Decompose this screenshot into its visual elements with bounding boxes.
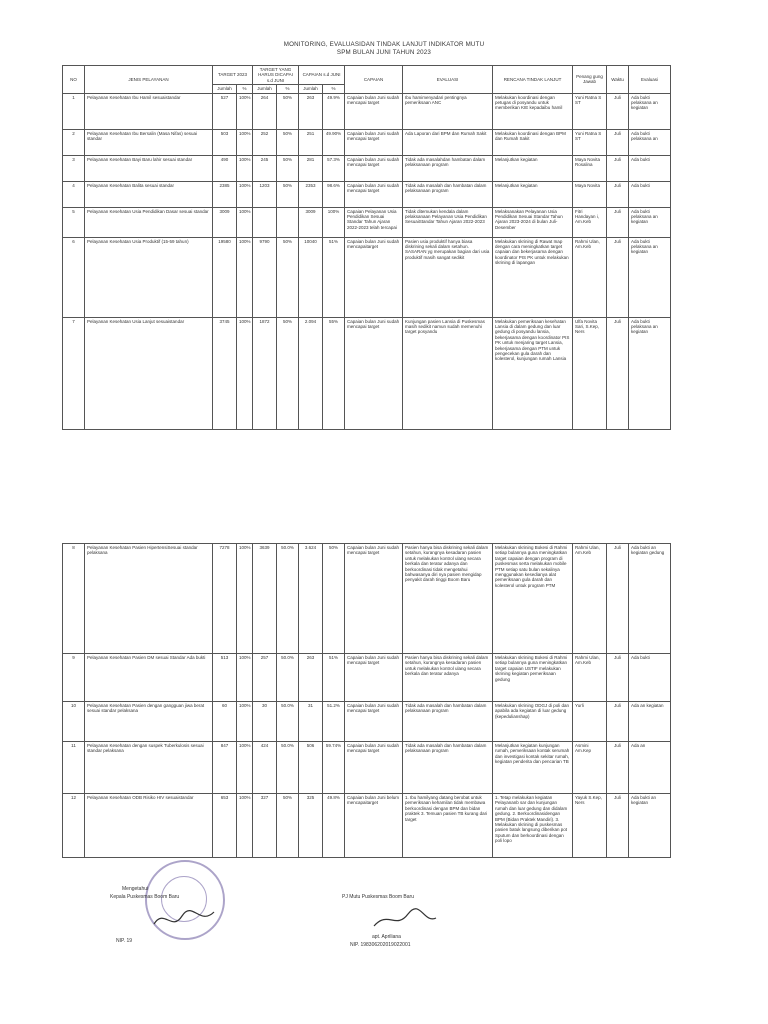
cell-eval2: Ada bukti an kegiatan gedung — [629, 544, 671, 654]
header-row — [63, 66, 671, 85]
col-pj: Penang gung Jawab — [573, 66, 607, 94]
cell-target: 490 — [213, 155, 237, 181]
cell-tpct: 100% — [237, 544, 253, 654]
table-row — [63, 317, 671, 429]
cell-pj: Maya Novita — [573, 181, 607, 207]
cell-capaian: Capaian bulan Juni sudah mencapai target — [345, 93, 403, 129]
cell-target: 60 — [213, 702, 237, 742]
sign-left-title: Mengetahui — [122, 886, 149, 892]
cell-waktu: Juli — [607, 155, 629, 181]
sign-left-nip: NIP. 19 — [116, 938, 133, 944]
table-row — [63, 129, 671, 155]
cell-no: 5 — [63, 207, 85, 237]
cell-eval2: Ada bukti an kegiatan — [629, 794, 671, 858]
cell-target: 527 — [213, 93, 237, 129]
cell-cp: 50% — [323, 544, 345, 654]
sub-pct: % — [323, 85, 345, 93]
cell-jenis: Pelayanan Kesehatan Usia Produktif (15-59 tahun) — [85, 237, 213, 317]
cell-no: 6 — [63, 237, 85, 317]
cell-evaluasi: Tidak ada masalah dan hambatan dalam pelaksanaan program — [403, 702, 493, 742]
cell-jenis: Pelayanan Kesehatan Balita sesuai standar — [85, 181, 213, 207]
cell-capaian: Capaian bulan Juni sudah mencapai target — [345, 317, 403, 429]
table-row — [63, 654, 671, 702]
col-evaluasi2: Evaluasi — [629, 66, 671, 94]
sub-jumlah: Jumlah — [213, 85, 237, 93]
col-evaluasi: EVALUASI — [403, 66, 493, 94]
cell-tpct: 100% — [237, 794, 253, 858]
cell-waktu: Juli — [607, 93, 629, 129]
cell-evaluasi: 1. Ibu hamilyang datang berobat untuk pemeriksaan kehamilan tidak membawa berkoordinasi dengan BPM dan bidan praktek 3. Temuan pasien TB kurang dari target — [403, 794, 493, 858]
cell-cp: 51.2% — [323, 702, 345, 742]
table-row — [63, 544, 671, 654]
cell-no: 10 — [63, 702, 85, 742]
cell-hp: 50% — [277, 129, 299, 155]
cell-rencana: Melanjutkan kegiatan kunjungan rumah, pemeriksaan kontak serumah dan investigasi kontak sekitar rumah, kegiatan penderita dan pencarian TB — [493, 742, 573, 794]
cell-jenis: Pelayanan Kesehatan Pasien HipertensiSesuai standar pelaksana — [85, 544, 213, 654]
cell-waktu: Juli — [607, 544, 629, 654]
cell-tpct: 100% — [237, 702, 253, 742]
cell-hj: 9790 — [253, 237, 277, 317]
cell-cp: 57.3% — [323, 155, 345, 181]
cell-hp — [277, 207, 299, 237]
sign-right-name: apt. Apriliana — [372, 934, 401, 940]
cell-cp: 49.90% — [323, 129, 345, 155]
cell-no: 3 — [63, 155, 85, 181]
cell-pj: Yayuk S.Kep, Ners — [573, 794, 607, 858]
cell-cj: 31 — [299, 702, 323, 742]
cell-cj: 263 — [299, 654, 323, 702]
cell-capaian: Capaian bulan Juni sudah mencapai target — [345, 155, 403, 181]
cell-tpct: 100% — [237, 155, 253, 181]
cell-capaian: Capaian bulan Juni sudah mencapai target — [345, 181, 403, 207]
cell-target: 847 — [213, 742, 237, 794]
sign-right-nip: NIP. 198306202019022001 — [350, 942, 411, 948]
cell-hp: 50% — [277, 794, 299, 858]
cell-target: 19580 — [213, 237, 237, 317]
cell-rencana: Melakukan skrining ODGJ di poli dan apabila ada kegiatan di luar gedung (kepedulianshap) — [493, 702, 573, 742]
cell-hp: 50% — [277, 237, 299, 317]
cell-no: 1 — [63, 93, 85, 129]
col-waktu: Waktu — [607, 66, 629, 94]
cell-rencana: Melakukan skrining di Rawat Inap dengan cara meningkatkan target capaian dan bekerjasama dengan koordinator PIS PK untuk melakukan skrining di lapangan — [493, 237, 573, 317]
cell-jenis: Pelayanan Kesehatan Pasien DM sesuai Standar Ada bukti — [85, 654, 213, 702]
cell-hj — [253, 207, 277, 237]
cell-waktu: Juli — [607, 702, 629, 742]
cell-evaluasi: Tidak ditemukan kendala dalam pelaksanaan Pelayanan Usia Pendidikan SesuaiStandar Tahun Ajaran 2022-2023 — [403, 207, 493, 237]
cell-capaian: Capaian bulan Juni sudah mencapai target — [345, 544, 403, 654]
cell-no: 11 — [63, 742, 85, 794]
sub-pct: % — [277, 85, 299, 93]
cell-pj: Rahmi Ulan, Am.Keb — [573, 654, 607, 702]
spm-table-part1 — [62, 65, 671, 430]
col-capaian-sd: CAPAIAN s.d JUNI — [299, 66, 345, 85]
cell-hj: 257 — [253, 654, 277, 702]
cell-target: 7278 — [213, 544, 237, 654]
cell-hj: 252 — [253, 129, 277, 155]
table-row — [63, 702, 671, 742]
spm-table-part2 — [62, 543, 671, 858]
cell-hj: 1872 — [253, 317, 277, 429]
cell-tpct: 100% — [237, 654, 253, 702]
cell-pj: Rahmi Ulan, Am.Keb — [573, 544, 607, 654]
cell-rencana: Melanjutkan kegiatan — [493, 155, 573, 181]
cell-evaluasi: Ibu hamimenyadari pentingnya pemeriksaan ANC — [403, 93, 493, 129]
cell-eval2: Ada bukti — [629, 181, 671, 207]
cell-target: 513 — [213, 654, 237, 702]
cell-cj: 506 — [299, 742, 323, 794]
cell-capaian: Capaian bulan Juni belum mencapaitarget — [345, 794, 403, 858]
cell-hp: 50.0% — [277, 702, 299, 742]
cell-eval2: Ada bukti pelaksana an kegiatan — [629, 93, 671, 129]
sub-jumlah: Jumlah — [253, 85, 277, 93]
cell-no: 4 — [63, 181, 85, 207]
cell-rencana: Melakukan koordinasi dengan petugas di posyandu untuk memberikan KIE kepadaibu hamil — [493, 93, 573, 129]
cell-hp: 50% — [277, 317, 299, 429]
cell-no: 12 — [63, 794, 85, 858]
cell-target: 653 — [213, 794, 237, 858]
cell-no: 7 — [63, 317, 85, 429]
col-target-harus: TARGET YANG HARUS DICAPAI s.d JUNI — [253, 66, 299, 85]
cell-jenis: Pelayanan Kesehatan Usia Lanjut sesuaistandar — [85, 317, 213, 429]
table-row — [63, 181, 671, 207]
sub-jumlah: Jumlah — [299, 85, 323, 93]
cell-cp: 51% — [323, 654, 345, 702]
cell-pj: Yurli — [573, 702, 607, 742]
cell-evaluasi: Tidak ada masalah dan hambatan dalam pelaksanaan program — [403, 742, 493, 794]
cell-target: 3009 — [213, 207, 237, 237]
cell-cj: 263 — [299, 93, 323, 129]
cell-cj: 2353 — [299, 181, 323, 207]
cell-waktu: Juli — [607, 207, 629, 237]
cell-rencana: Melakukan skrining Bokesi di Rahmi setiap bulannya guna meningkatkan target capaian dengan program di puskesmas serta melakukan mobile PTM setiap satu bulan sekalinya menggunakan kesedianya alat pemeriksaan gula darah dan kolesterol untuk program PTM — [493, 544, 573, 654]
sign-left-role: Kepala Puskesmas Boom Baru — [110, 894, 180, 900]
cell-hj: 327 — [253, 794, 277, 858]
table-row — [63, 237, 671, 317]
cell-capaian: Capaian bulan Juni sudah mencapaitarget — [345, 237, 403, 317]
cell-tpct: 100% — [237, 129, 253, 155]
cell-hj: 424 — [253, 742, 277, 794]
cell-waktu: Juli — [607, 237, 629, 317]
cell-jenis: Pelayanan Kesehatan dengan suspek Tuberkulosis sesuai standar pelaksana — [85, 742, 213, 794]
cell-hp: 50.0% — [277, 742, 299, 794]
cell-capaian: Capaian bulan Juni sudah mencapai target — [345, 654, 403, 702]
cell-capaian: Capaian Pelayanan Usia Pendidikan Sesuai Standar Tahun Ajaran 2022-2023 telah tercapai — [345, 207, 403, 237]
cell-pj: Ulfa Novita Sari, S.Kep, Ners — [573, 317, 607, 429]
cell-cj: 251 — [299, 129, 323, 155]
cell-eval2: Ada bukti pelaksana an — [629, 129, 671, 155]
cell-eval2: Ada an — [629, 742, 671, 794]
cell-eval2: Ada an kegiatan — [629, 702, 671, 742]
cell-evaluasi: Pasien hanya bisa diskrining sekali dalam setahun, kurangnya kesadaran pasien untuk melakukan kontrol ulang secara berkala dan teratur adanya dan berkoordinasi tidak mengetahui bahwasanya diri nya pasien mengidap penyakit darah tinggi Boom Baru — [403, 544, 493, 654]
cell-cj: 3009 — [299, 207, 323, 237]
cell-tpct: 100% — [237, 742, 253, 794]
cell-target: 503 — [213, 129, 237, 155]
cell-tpct: 100% — [237, 237, 253, 317]
cell-cp: 98.6% — [323, 181, 345, 207]
cell-no: 2 — [63, 129, 85, 155]
page-subtitle: SPM BULAN JUNI TAHUN 2023 — [336, 49, 432, 56]
cell-rencana: Melakukan pemeriksaan kesehatan Lansia di dalam gedung dan luar gedung di posyandu lansia, bekerjasama dengan koordinator PIS PK untuk menjaring target Lansia, bekerjasama dengan PTM untuk pengecekan gula darah dan kolesterol, kunjungan rumah Lansia — [493, 317, 573, 429]
cell-cp: 55% — [323, 317, 345, 429]
cell-waktu: Juli — [607, 742, 629, 794]
cell-hp: 50% — [277, 155, 299, 181]
cell-hj: 30 — [253, 702, 277, 742]
cell-cp: 49.8% — [323, 794, 345, 858]
cell-jenis: Pelayanan Kesehatan Pasien dengan gangguan jiwa berat sesuai standar pelaksana — [85, 702, 213, 742]
cell-evaluasi: Tidak ada masalah dan hambatan dalam pelaksanaan program — [403, 181, 493, 207]
page-title: MONITORING, EVALUASIDAN TINDAK LANJUT INDIKATOR MUTU — [283, 41, 485, 48]
cell-tpct: 100% — [237, 93, 253, 129]
cell-rencana: Melakukan koordinasi dengan BPM dan Rumah Sakit — [493, 129, 573, 155]
sign-right-role: PJ Mutu Puskesmas Boom Baru — [342, 894, 414, 900]
cell-eval2: Ada bukti pelaksana an kegiatan — [629, 207, 671, 237]
cell-evaluasi: Pasien usia produktif hanya biasa diskrining sekali dalam setahun. SASARAN yg merupakan bagian dari usia produktif masih sangat sedikit — [403, 237, 493, 317]
cell-waktu: Juli — [607, 181, 629, 207]
cell-capaian: Capaian bulan Juni sudah mencapai target — [345, 129, 403, 155]
cell-jenis: Pelayanan Kesehatan Ibu Bersalin (Masa Nifas) sesuai standar — [85, 129, 213, 155]
sub-pct: % — [237, 85, 253, 93]
cell-hj: 245 — [253, 155, 277, 181]
cell-capaian: Capaian bulan Juni sudah mencapai target — [345, 742, 403, 794]
cell-capaian: Capaian bulan Juni sudah mencapai target — [345, 702, 403, 742]
cell-eval2: Ada bukti — [629, 654, 671, 702]
col-jenis: JENIS PELAYANAN — [85, 66, 213, 94]
cell-rencana: Melanjutkan kegiatan — [493, 181, 573, 207]
cell-target: 2385 — [213, 181, 237, 207]
cell-pj: Maya Novita Rosalina — [573, 155, 607, 181]
table-row — [63, 207, 671, 237]
cell-pj: Rahmi Ulan, Am.Keb — [573, 237, 607, 317]
cell-evaluasi: Tidak ada masalahdan hambatan dalam pelaksanaan program — [403, 155, 493, 181]
cell-tpct: 100% — [237, 317, 253, 429]
cell-tpct: 100% — [237, 207, 253, 237]
cell-waktu: Juli — [607, 654, 629, 702]
table-row — [63, 155, 671, 181]
cell-eval2: Ada bukti pelaksana an kegiatan — [629, 317, 671, 429]
cell-hp: 50% — [277, 181, 299, 207]
cell-hj: 1203 — [253, 181, 277, 207]
cell-jenis: Pelayanan Kesehatan Bayi Baru lahir sesuai standar — [85, 155, 213, 181]
cell-cj: 325 — [299, 794, 323, 858]
cell-pj: Yuni Ratna S ST — [573, 93, 607, 129]
cell-evaluasi: Ada Laporan dari BPM dan Rumah Sakit — [403, 129, 493, 155]
cell-cp: 100% — [323, 207, 345, 237]
cell-rencana: 1. Tetap melakukan kegiatan Pelayananb sar dan kunjungan rumah dan luar gedung dan didalam gedung. 2. Berkoordinasidengan BPM (Bidan Praktek Mandiri). 3. Melakukan skrining di puskesmas pasien batuk langsung diberikan pot Sputum dan berkoordinasi dengan poli lopo — [493, 794, 573, 858]
cell-hp: 50.0% — [277, 654, 299, 702]
cell-cj: 2.094 — [299, 317, 323, 429]
cell-rencana: Melaksanakan Pelayanan Usia Pendidikan Sesuai Standar Tahun Ajaran 2023-2024 di bulan Juli-Desember — [493, 207, 573, 237]
signature-right — [370, 904, 440, 934]
cell-cj: 10040 — [299, 237, 323, 317]
cell-tpct: 100% — [237, 181, 253, 207]
table-row — [63, 794, 671, 858]
cell-eval2: Ada bukti — [629, 155, 671, 181]
cell-jenis: Pelayanan Kesehatan Ibu Hamil sesuaistandar — [85, 93, 213, 129]
cell-hj: 3639 — [253, 544, 277, 654]
cell-pj: Fitri Handayan i, Am.Keb — [573, 207, 607, 237]
cell-cj: 3.624 — [299, 544, 323, 654]
cell-waktu: Juli — [607, 129, 629, 155]
cell-no: 8 — [63, 544, 85, 654]
cell-pj: Yuni Ratna S ST — [573, 129, 607, 155]
cell-hj: 264 — [253, 93, 277, 129]
col-capaian: CAPAIAN — [345, 66, 403, 94]
cell-jenis: Pelayanan Kesehatan ODB Risiko HIV sesuaistandar — [85, 794, 213, 858]
cell-cp: 59.74% — [323, 742, 345, 794]
cell-rencana: Melakukan skrining Bokesi di Rahmi setiap bulannya guna meningkatkan target capaian USTIF melakukan skrining kegiatan pemeriksaan gedung — [493, 654, 573, 702]
col-no: NO — [63, 66, 85, 94]
cell-eval2: Ada bukti pelaksana an kegiatan — [629, 237, 671, 317]
cell-target: 3745 — [213, 317, 237, 429]
cell-evaluasi: Kunjungan pasien Lansia di Puskesmas masih sedikit namun sudah memenuhi target posyandu — [403, 317, 493, 429]
cell-cj: 281 — [299, 155, 323, 181]
cell-evaluasi: Pasien hanya bisa diskrining sekali dalam setahun, kurangnya kesadaran pasien untuk melakukan kontrol ulang secara berkala dan teratur adanya — [403, 654, 493, 702]
cell-cp: 49.9% — [323, 93, 345, 129]
cell-hp: 50.0% — [277, 544, 299, 654]
cell-cp: 51% — [323, 237, 345, 317]
table-row — [63, 742, 671, 794]
cell-waktu: Juli — [607, 794, 629, 858]
cell-waktu: Juli — [607, 317, 629, 429]
signature-left — [150, 904, 220, 934]
cell-no: 9 — [63, 654, 85, 702]
col-target: TARGET 2023 — [213, 66, 253, 85]
cell-jenis: Pelayanan Kesehatan Usia Pendidikan Dasar sesuai standar — [85, 207, 213, 237]
table-row — [63, 93, 671, 129]
cell-pj: Asmini Am.Kep — [573, 742, 607, 794]
col-rencana: RENCANA TINDAK LANJUT — [493, 66, 573, 94]
cell-hp: 50% — [277, 93, 299, 129]
